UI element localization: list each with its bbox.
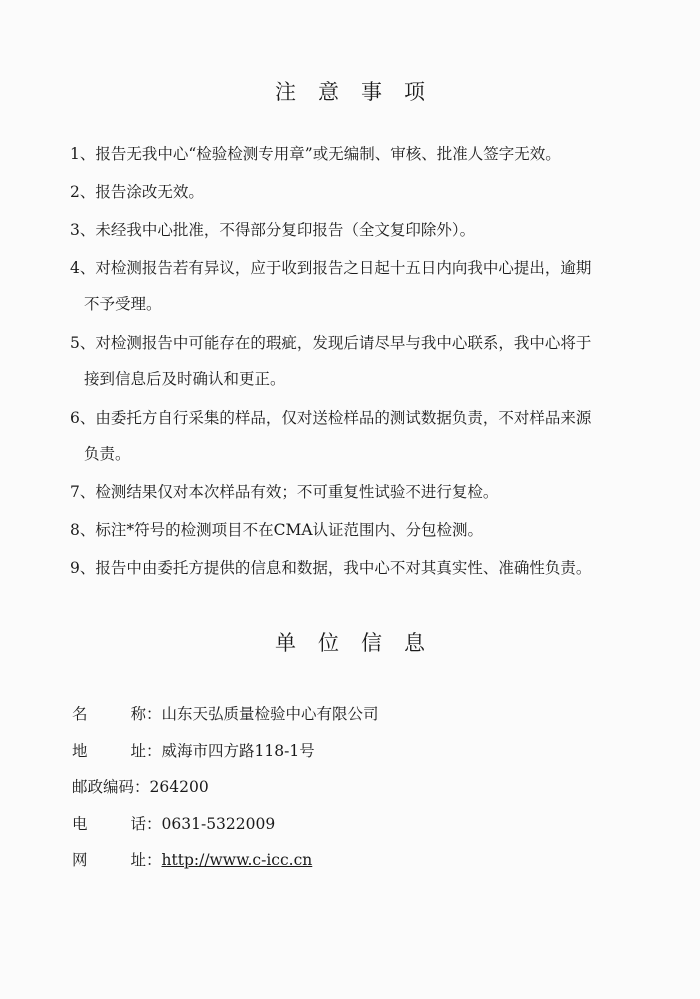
phone-value: 0631-5322009 <box>161 814 276 833</box>
notices-list <box>70 143 655 595</box>
website-link[interactable]: http://www.c-icc.cn <box>161 851 313 869</box>
notice-item-1: 1、报告无我中心“检验检测专用章”或无编制、审核、批准人签字无效。 <box>70 145 561 163</box>
notice-item-9: 9、报告中由委托方提供的信息和数据，我中心不对其真实性、准确性负责。 <box>70 559 592 577</box>
address-label: 地 址 <box>72 741 146 760</box>
phone-label: 电 话 <box>72 814 146 833</box>
notice-item-5: 5、对检测报告中可能存在的瑕疵，发现后请尽早与我中心联系，我中心将于 接到信息后及时确认和更正。 <box>70 334 592 388</box>
notice-item-3: 3、未经我中心批准，不得部分复印报告（全文复印除外）。 <box>70 221 476 239</box>
website-row: 网 址 ：http://www.c-icc.cn <box>72 848 632 885</box>
address-row: 地 址 ：威海市四方路118-1号 <box>72 739 632 776</box>
website-label: 网 址 <box>72 851 146 869</box>
notice-item-7: 7、检测结果仅对本次样品有效；不可重复性试验不进行复检。 <box>70 483 499 501</box>
notices-title: 注意事项 <box>275 80 447 104</box>
postcode-row: 邮政编码：264200 <box>72 778 209 796</box>
unit-info-block <box>72 702 632 885</box>
notice-item-6: 6、由委托方自行采集的样品，仅对送检样品的测试数据负责，不对样品来源 负责。 <box>70 409 592 463</box>
notice-item-8: 8、标注*符号的检测项目不在CMA认证范围内、分包检测。 <box>70 521 484 539</box>
notice-item-2: 2、报告涂改无效。 <box>70 183 204 201</box>
notice-item-4: 4、对检测报告若有异议，应于收到报告之日起十五日内向我中心提出，逾期 不予受理。 <box>70 259 592 313</box>
unit-info-title: 单位信息 <box>275 631 447 655</box>
postcode-label: 邮政编码 <box>72 778 135 796</box>
phone-row: 电 话 ：0631-5322009 <box>72 812 632 849</box>
postcode-value: 264200 <box>149 778 209 796</box>
address-value: 威海市四方路118-1号 <box>161 741 315 760</box>
company-name-value: 山东天弘质量检验中心有限公司 <box>161 705 379 723</box>
company-name-label: 名 称 <box>72 705 146 723</box>
company-name-row: 名 称 ：山东天弘质量检验中心有限公司 <box>72 702 632 739</box>
